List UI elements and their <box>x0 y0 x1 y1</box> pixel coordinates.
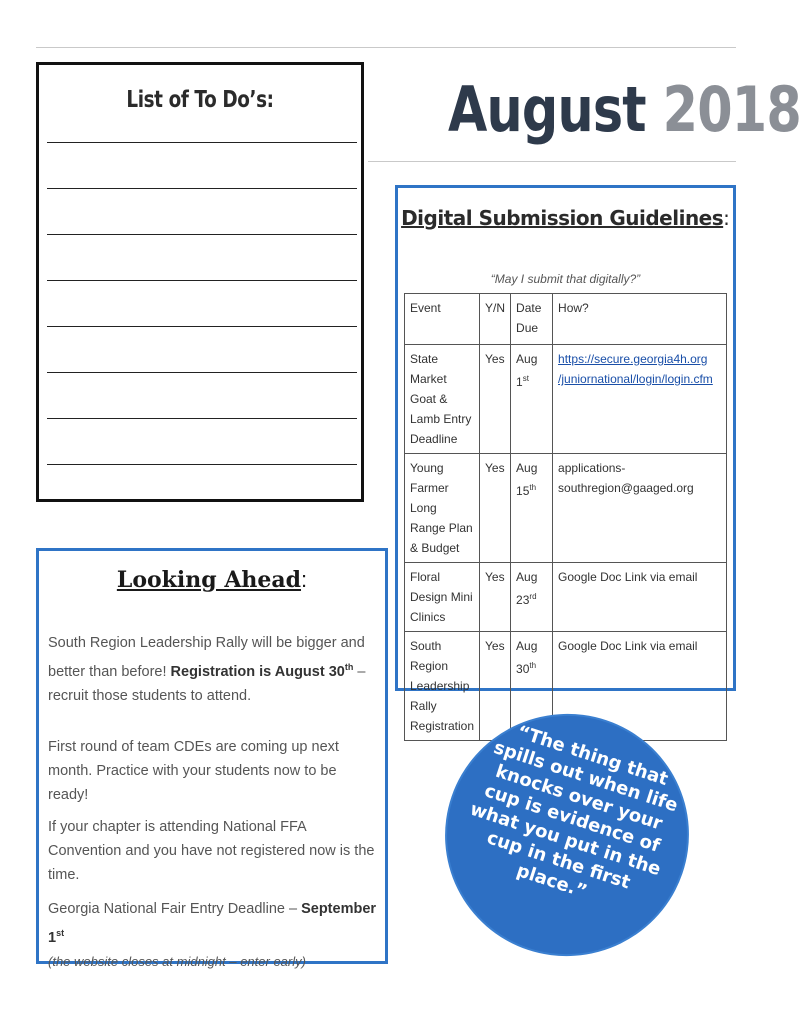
row-event: South Region Leadership Rally Registration <box>405 632 480 741</box>
row-event: State Market Goat & Lamb Entry Deadline <box>405 345 480 454</box>
guidelines-title-text: Digital Submission Guidelines <box>401 206 724 230</box>
todo-line[interactable] <box>47 188 357 189</box>
table-row <box>405 563 727 632</box>
todo-line[interactable] <box>47 280 357 281</box>
header-yn: Y/N <box>480 294 511 345</box>
fair-note: (the website closes at midnight – enter early) <box>48 953 306 969</box>
table-row <box>405 454 727 563</box>
row-event: Floral Design Mini Clinics <box>405 563 480 632</box>
row-date <box>511 454 553 563</box>
row-event: Young Farmer Long Range Plan & Budget <box>405 454 480 563</box>
looking-ahead-title-suffix: : <box>301 567 308 592</box>
todo-list-box <box>36 62 364 502</box>
header-how: How? <box>553 294 727 345</box>
fair-text: Georgia National Fair Entry Deadline – <box>48 901 302 917</box>
row-date <box>511 563 553 632</box>
todo-line[interactable] <box>47 326 357 327</box>
looking-ahead-box <box>36 548 388 969</box>
paragraph-rally <box>48 631 378 708</box>
row-yn: Yes <box>480 345 511 454</box>
todo-line[interactable] <box>47 372 357 373</box>
looking-ahead-title <box>39 567 385 593</box>
todo-line[interactable] <box>47 234 357 235</box>
looking-ahead-title-text: Looking Ahead <box>116 567 302 593</box>
fair-deadline-text: September 1 <box>48 901 377 946</box>
quote-text: “The thing that spills out when life knocks over your cup is evidence of what you put in the cup in the first place.” <box>467 721 681 903</box>
row-how: Google Doc Link via email <box>553 632 727 741</box>
paragraph-cde: First round of team CDEs are coming up next month. Practice with your students now to be ready! <box>48 739 339 803</box>
fair-deadline-sup: st <box>56 928 65 938</box>
guidelines-title <box>398 206 733 230</box>
row-date-text: Aug 15 <box>516 461 538 498</box>
rally-registration-date <box>171 664 354 680</box>
table-header-row <box>405 294 727 345</box>
row-yn: Yes <box>480 454 511 563</box>
digital-submission-box <box>395 185 736 733</box>
row-yn: Yes <box>480 632 511 741</box>
guidelines-subtitle: “May I submit that digitally?” <box>490 272 641 286</box>
row-how: Google Doc Link via email <box>553 563 727 632</box>
month-title <box>448 70 801 150</box>
month-year: 2018 <box>662 73 801 146</box>
row-how-link[interactable]: https://secure.georgia4h.org /juniornational/login/login.cfm <box>558 352 713 386</box>
todo-title: List of To Do’s: <box>126 87 274 113</box>
header-event: Event <box>405 294 480 345</box>
todo-line[interactable] <box>47 418 357 419</box>
rally-date-sup: th <box>344 662 354 672</box>
row-date <box>511 345 553 454</box>
row-date-sup: st <box>522 374 529 383</box>
rally-date-text: Registration is August 30 <box>170 663 345 680</box>
guidelines-table <box>404 293 727 741</box>
guidelines-title-suffix: : <box>723 206 730 230</box>
header-date: Date Due <box>511 294 553 345</box>
top-rule <box>36 47 736 48</box>
row-yn: Yes <box>480 563 511 632</box>
row-date-text: Aug 30 <box>516 639 538 676</box>
table-row <box>405 345 727 454</box>
row-date-sup: th <box>529 661 537 670</box>
row-how <box>553 345 727 454</box>
row-date-sup: th <box>529 483 537 492</box>
row-date-text: Aug 1 <box>516 352 538 389</box>
rally-text: South Region Leadership Rally will be bigger and better than before! <box>48 635 365 680</box>
row-date-text: Aug 23 <box>516 570 538 607</box>
row-date-sup: rd <box>529 592 537 601</box>
row-how: applications-southregion@gaaged.org <box>553 454 727 563</box>
todo-line[interactable] <box>47 142 357 143</box>
header-rule <box>368 161 736 162</box>
month-name: August <box>448 73 646 146</box>
rally-text-end: – recruit those students to attend. <box>48 663 366 704</box>
paragraph-fair <box>48 897 378 974</box>
todo-line[interactable] <box>47 464 357 465</box>
paragraph-convention: If your chapter is attending National FFA Convention and you have not registered now is the time. <box>48 819 375 883</box>
